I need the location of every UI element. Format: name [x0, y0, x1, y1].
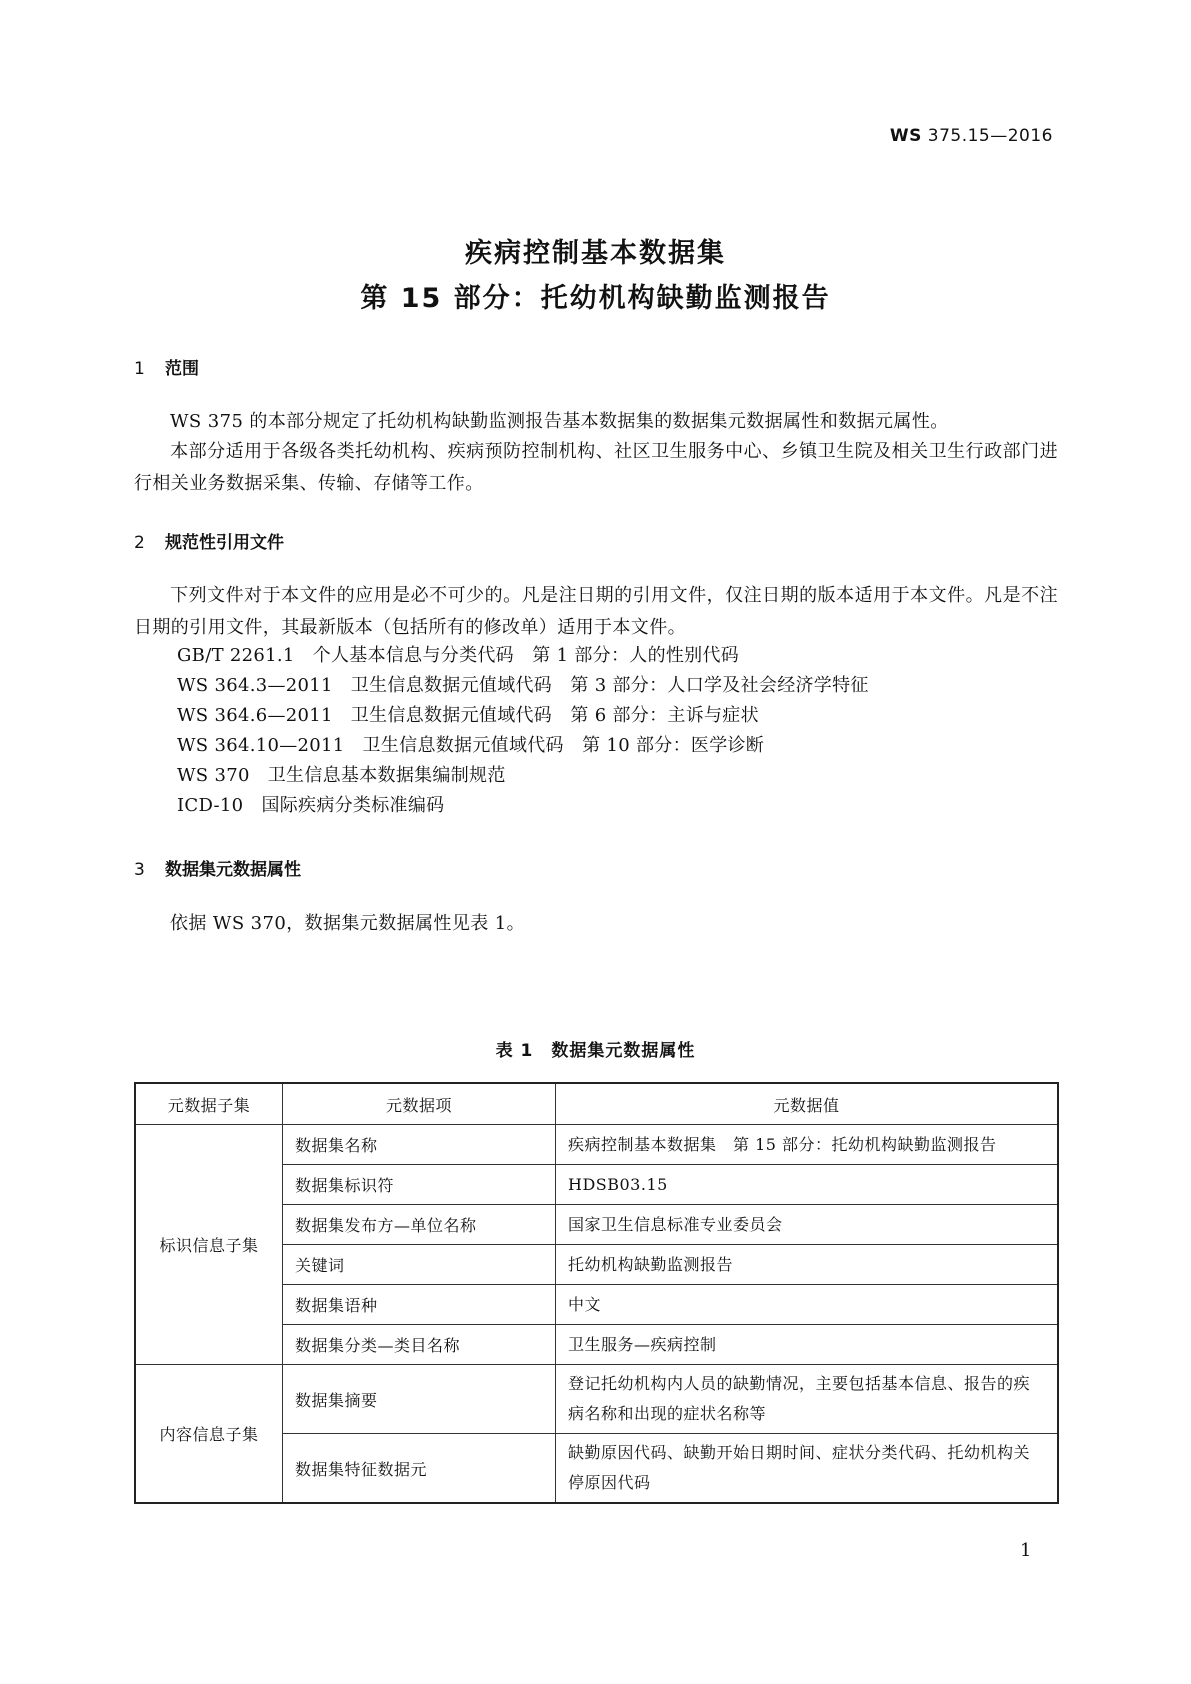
paragraph-text: 下列文件对于本文件的应用是必不可少的。凡是注日期的引用文件，仅注日期的版本适用于本文件。凡是不注日期的引用文件，其最新版本（包括所有的修改单）适用于本文件。 [134, 585, 1058, 638]
value-cell: 卫生服务—疾病控制 [556, 1325, 1059, 1365]
metadata-table [134, 1082, 1059, 1504]
section-2-heading [134, 528, 284, 553]
document-title: 疾病控制基本数据集 [465, 238, 726, 269]
column-header: 元数据值 [556, 1083, 1059, 1125]
reference-title: 卫生信息数据元值域代码 第 6 部分：主诉与症状 [350, 705, 759, 726]
value-cell: 疾病控制基本数据集 第 15 部分：托幼机构缺勤监测报告 [556, 1125, 1059, 1165]
paragraph-text: 依据 WS 370，数据集元数据属性见表 1。 [170, 913, 526, 934]
value-cell: HDSB03.15 [556, 1165, 1059, 1205]
item-cell: 数据集发布方—单位名称 [283, 1205, 556, 1245]
item-cell: 数据集语种 [283, 1285, 556, 1325]
item-cell: 数据集分类—类目名称 [283, 1325, 556, 1365]
table-header-row [135, 1083, 1058, 1125]
column-header: 元数据项 [283, 1083, 556, 1125]
reference-title: 国际疾病分类标准编码 [261, 795, 445, 816]
reference-code: WS 370 [177, 765, 250, 786]
reference-code: GB/T 2261.1 [177, 645, 295, 666]
section-1-paragraph-2 [134, 436, 1058, 500]
document-subtitle: 第 15 部分：托幼机构缺勤监测报告 [360, 283, 831, 314]
section-title: 数据集元数据属性 [165, 860, 301, 880]
section-3-heading [134, 855, 301, 880]
paragraph-text: 本部分适用于各级各类托幼机构、疾病预防控制机构、社区卫生服务中心、乡镇卫生院及相关卫生行政部门进行相关业务数据采集、传输、存储等工作。 [134, 441, 1058, 494]
group-cell: 标识信息子集 [135, 1125, 283, 1365]
page-number: 1 [1020, 1540, 1032, 1561]
item-cell: 数据集摘要 [283, 1365, 556, 1434]
reference-item [177, 792, 444, 820]
reference-code: WS 364.10—2011 [177, 735, 345, 756]
reference-item [177, 702, 759, 730]
value-cell: 国家卫生信息标准专业委员会 [556, 1205, 1059, 1245]
standard-prefix: WS [889, 126, 922, 146]
reference-code: WS 364.6—2011 [177, 705, 333, 726]
section-title: 规范性引用文件 [165, 533, 284, 553]
reference-item [177, 642, 739, 670]
reference-item [177, 672, 869, 700]
reference-title: 卫生信息数据元值域代码 第 10 部分：医学诊断 [362, 735, 765, 756]
section-number: 2 [134, 533, 145, 553]
section-1-heading [134, 354, 199, 379]
table-row [135, 1125, 1058, 1165]
item-cell: 关键词 [283, 1245, 556, 1285]
standard-number: 375.15—2016 [927, 126, 1053, 146]
value-cell: 登记托幼机构内人员的缺勤情况，主要包括基本信息、报告的疾病名称和出现的症状名称等 [556, 1365, 1059, 1434]
reference-item [177, 762, 506, 790]
table-caption: 表 1 数据集元数据属性 [495, 1041, 696, 1061]
table-row [135, 1365, 1058, 1434]
group-cell: 内容信息子集 [135, 1365, 283, 1504]
reference-code: WS 364.3—2011 [177, 675, 333, 696]
section-title: 范围 [165, 359, 199, 379]
section-1-paragraph-1 [134, 406, 1058, 438]
paragraph-text: WS 375 的本部分规定了托幼机构缺勤监测报告基本数据集的数据集元数据属性和数据元属性。 [170, 411, 949, 432]
item-cell: 数据集标识符 [283, 1165, 556, 1205]
section-3-paragraph-1 [134, 908, 1058, 940]
item-cell: 数据集特征数据元 [283, 1434, 556, 1504]
value-cell: 中文 [556, 1285, 1059, 1325]
reference-item [177, 732, 764, 760]
value-cell: 托幼机构缺勤监测报告 [556, 1245, 1059, 1285]
section-number: 1 [134, 359, 145, 379]
value-cell: 缺勤原因代码、缺勤开始日期时间、症状分类代码、托幼机构关停原因代码 [556, 1434, 1059, 1504]
reference-code: ICD-10 [177, 795, 244, 816]
reference-title: 卫生信息数据元值域代码 第 3 部分：人口学及社会经济学特征 [350, 675, 869, 696]
standard-code [890, 126, 1053, 146]
item-cell: 数据集名称 [283, 1125, 556, 1165]
column-header: 元数据子集 [135, 1083, 283, 1125]
section-number: 3 [134, 860, 145, 880]
section-2-paragraph-1 [134, 580, 1058, 644]
reference-title: 卫生信息基本数据集编制规范 [267, 765, 506, 786]
reference-title: 个人基本信息与分类代码 第 1 部分：人的性别代码 [312, 645, 740, 666]
